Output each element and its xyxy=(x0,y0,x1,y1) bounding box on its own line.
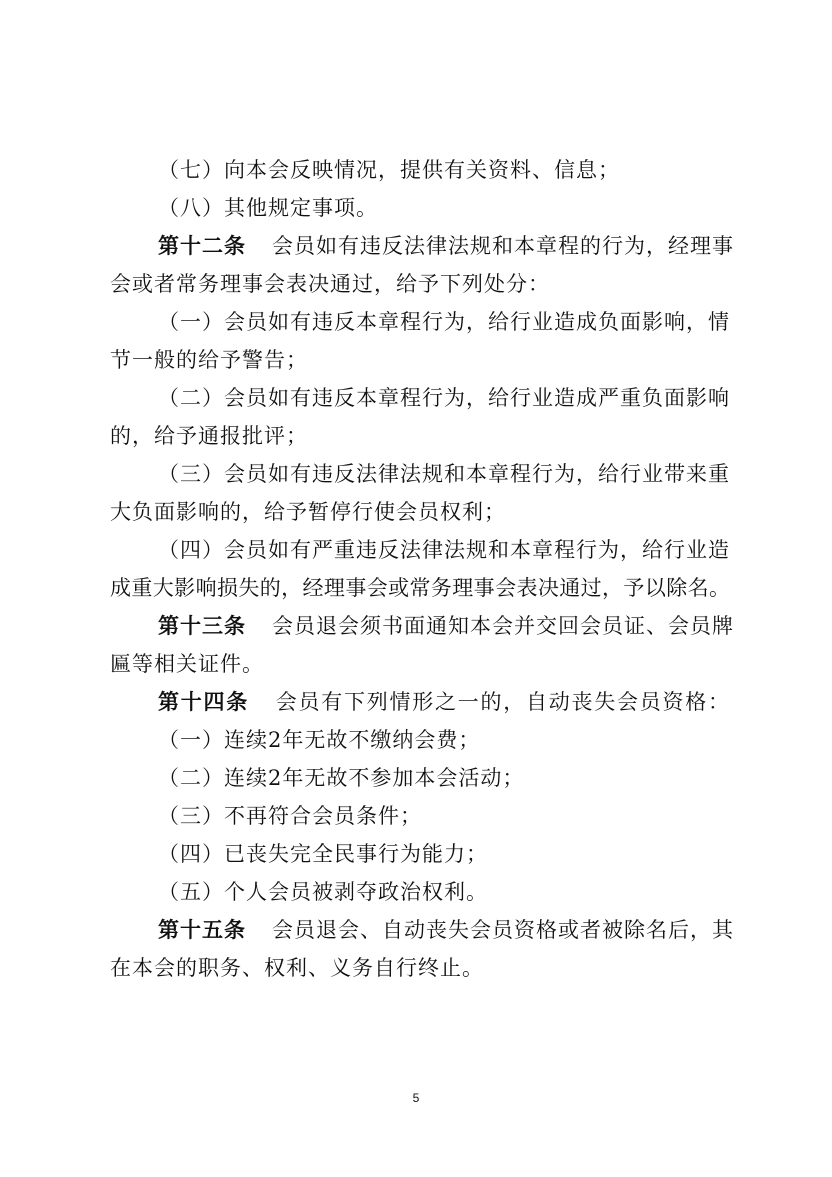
article-heading: 第十四条 xyxy=(158,689,249,714)
line-text: （八）其他规定事项。 xyxy=(158,196,378,220)
line-text: 在本会的职务、权利、义务自行终止。 xyxy=(110,956,484,980)
article-15-line-2 xyxy=(110,950,730,986)
line-text: （五）个人会员被剥夺政治权利。 xyxy=(158,880,488,904)
loss-4-line xyxy=(158,836,730,872)
line-text: （三）不再符合会员条件； xyxy=(158,804,422,828)
line-text: 会员如有违反法律法规和本章程的行为，经理事 xyxy=(272,234,734,258)
article-13-line-1 xyxy=(158,608,734,644)
penalty-3-line-1 xyxy=(158,456,730,492)
article-12-line-2 xyxy=(110,266,730,302)
article-13-line-2 xyxy=(110,646,730,682)
article-14-line-1 xyxy=(158,684,730,720)
line-text: 会员退会、自动丧失会员资格或者被除名后，其 xyxy=(272,918,734,942)
line-text: 会员退会须书面通知本会并交回会员证、会员牌 xyxy=(272,614,734,638)
article-heading: 第十二条 xyxy=(158,233,246,258)
line-text: 大负面影响的，给予暂停行使会员权利； xyxy=(110,500,506,524)
penalty-1-line-2 xyxy=(110,342,730,378)
article-heading: 第十五条 xyxy=(158,917,246,942)
line-text: （二）连续2年无故不参加本会活动； xyxy=(158,766,525,790)
line-text: （七）向本会反映情况，提供有关资料、信息； xyxy=(158,158,620,182)
line-text: 成重大影响损失的，经理事会或常务理事会表决通过，予以除名。 xyxy=(110,576,730,600)
penalty-3-line-2 xyxy=(110,494,730,530)
line-text: （四）会员如有严重违反法律法规和本章程行为，给行业造 xyxy=(158,538,730,562)
article-12-line-1 xyxy=(158,228,734,264)
item-7-line xyxy=(158,152,730,188)
line-text: （三）会员如有违反法律法规和本章程行为，给行业带来重 xyxy=(158,462,730,486)
penalty-1-line-1 xyxy=(158,304,730,340)
loss-2-line xyxy=(158,760,730,796)
loss-5-line xyxy=(158,874,730,910)
page-number: 5 xyxy=(412,1091,420,1105)
penalty-2-line-2 xyxy=(110,418,730,454)
line-text: 节一般的给予警告； xyxy=(110,348,308,372)
line-text: （二）会员如有违反本章程行为，给行业造成严重负面影响 xyxy=(158,386,730,410)
article-heading: 第十三条 xyxy=(158,613,246,638)
article-15-line-1 xyxy=(158,912,734,948)
line-text: 会员有下列情形之一的，自动丧失会员资格： xyxy=(275,690,730,714)
line-text: 会或者常务理事会表决通过，给予下列处分： xyxy=(110,272,550,296)
penalty-4-line-1 xyxy=(158,532,730,568)
line-text: 匾等相关证件。 xyxy=(110,652,264,676)
penalty-2-line-1 xyxy=(158,380,730,416)
loss-1-line xyxy=(158,722,730,758)
line-text: 的，给予通报批评； xyxy=(110,424,308,448)
line-text: （四）已丧失完全民事行为能力； xyxy=(158,842,488,866)
line-text: （一）会员如有违反本章程行为，给行业造成负面影响，情 xyxy=(158,310,730,334)
item-8-line xyxy=(158,190,730,226)
loss-3-line xyxy=(158,798,730,834)
penalty-4-line-2 xyxy=(110,570,730,606)
line-text: （一）连续2年无故不缴纳会费； xyxy=(158,728,481,752)
